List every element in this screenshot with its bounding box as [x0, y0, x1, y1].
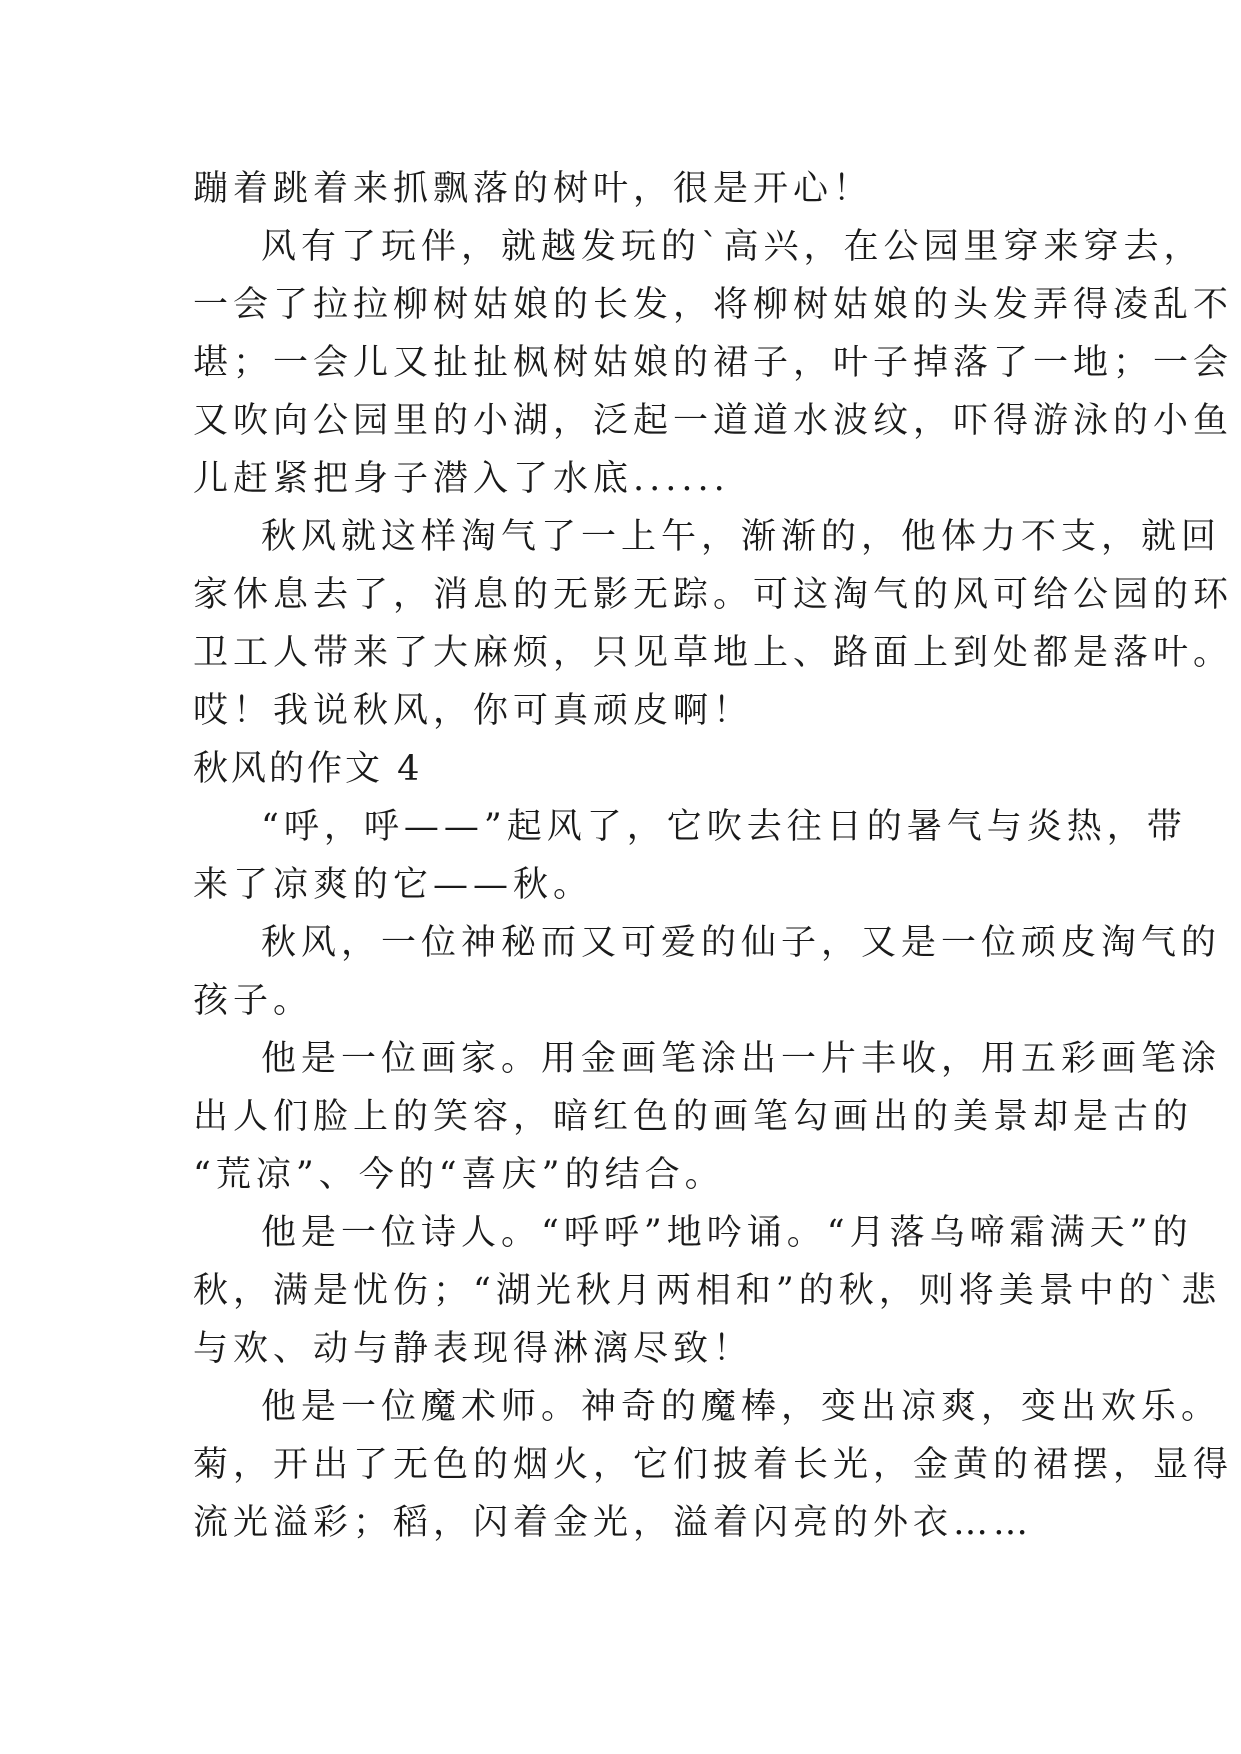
text-line: 与欢、动与静表现得淋漓尽致！: [193, 1329, 754, 1369]
text-line: 儿赶紧把身子潜入了水底......: [193, 459, 730, 499]
text-line: 堪；一会儿又扯扯枫树姑娘的裙子，叶子掉落了一地；一会: [193, 343, 1234, 383]
text-line: 出人们脸上的笑容，暗红色的画笔勾画出的美景却是古的: [193, 1097, 1194, 1137]
text-line: 又吹向公园里的小湖，泛起一道道水波纹，吓得游泳的小鱼: [193, 401, 1234, 441]
section-heading: 秋风的作文 4: [193, 749, 423, 789]
text-line: 卫工人带来了大麻烦，只见草地上、路面上到处都是落叶。: [193, 633, 1234, 673]
text-line: 家休息去了，消息的无影无踪。可这淘气的风可给公园的环: [193, 575, 1234, 615]
paragraph-start-line: 秋风就这样淘气了一上午，渐渐的，他体力不支，就回: [261, 517, 1222, 557]
text-line: 孩子。: [193, 981, 314, 1021]
paragraph-start-line: 他是一位画家。用金画笔涂出一片丰收，用五彩画笔涂: [261, 1039, 1222, 1079]
text-line: 秋，满是忧伤；“湖光秋月两相和”的秋，则将美景中的`悲: [193, 1271, 1222, 1311]
paragraph-start-line: 他是一位魔术师。神奇的魔棒，变出凉爽，变出欢乐。: [261, 1387, 1222, 1427]
text-line: 哎！我说秋风，你可真顽皮啊！: [193, 691, 754, 731]
paragraph-start-line: 他是一位诗人。“呼呼”地吟诵。“月落乌啼霜满天”的: [261, 1213, 1193, 1253]
paragraph-start-line: 秋风，一位神秘而又可爱的仙子，又是一位顽皮淘气的: [261, 923, 1222, 963]
text-line: 一会了拉拉柳树姑娘的长发，将柳树姑娘的头发弄得凌乱不: [193, 285, 1234, 325]
text-line: “荒凉”、今的“喜庆”的结合。: [193, 1155, 725, 1195]
text-line: 来了凉爽的它——秋。: [193, 865, 594, 905]
text-line: 菊，开出了无色的烟火，它们披着长光，金黄的裙摆，显得: [193, 1445, 1234, 1485]
essay-body: [193, 160, 1234, 1552]
paragraph-start-line: 风有了玩伴，就越发玩的`高兴，在公园里穿来穿去，: [261, 227, 1204, 267]
text-line: 流光溢彩；稻，闪着金光，溢着闪亮的外衣……: [193, 1503, 1034, 1543]
paragraph-start-line: “呼，呼——”起风了，它吹去往日的暑气与炎热，带: [261, 807, 1187, 847]
text-line: 蹦着跳着来抓飘落的树叶，很是开心！: [193, 169, 874, 209]
